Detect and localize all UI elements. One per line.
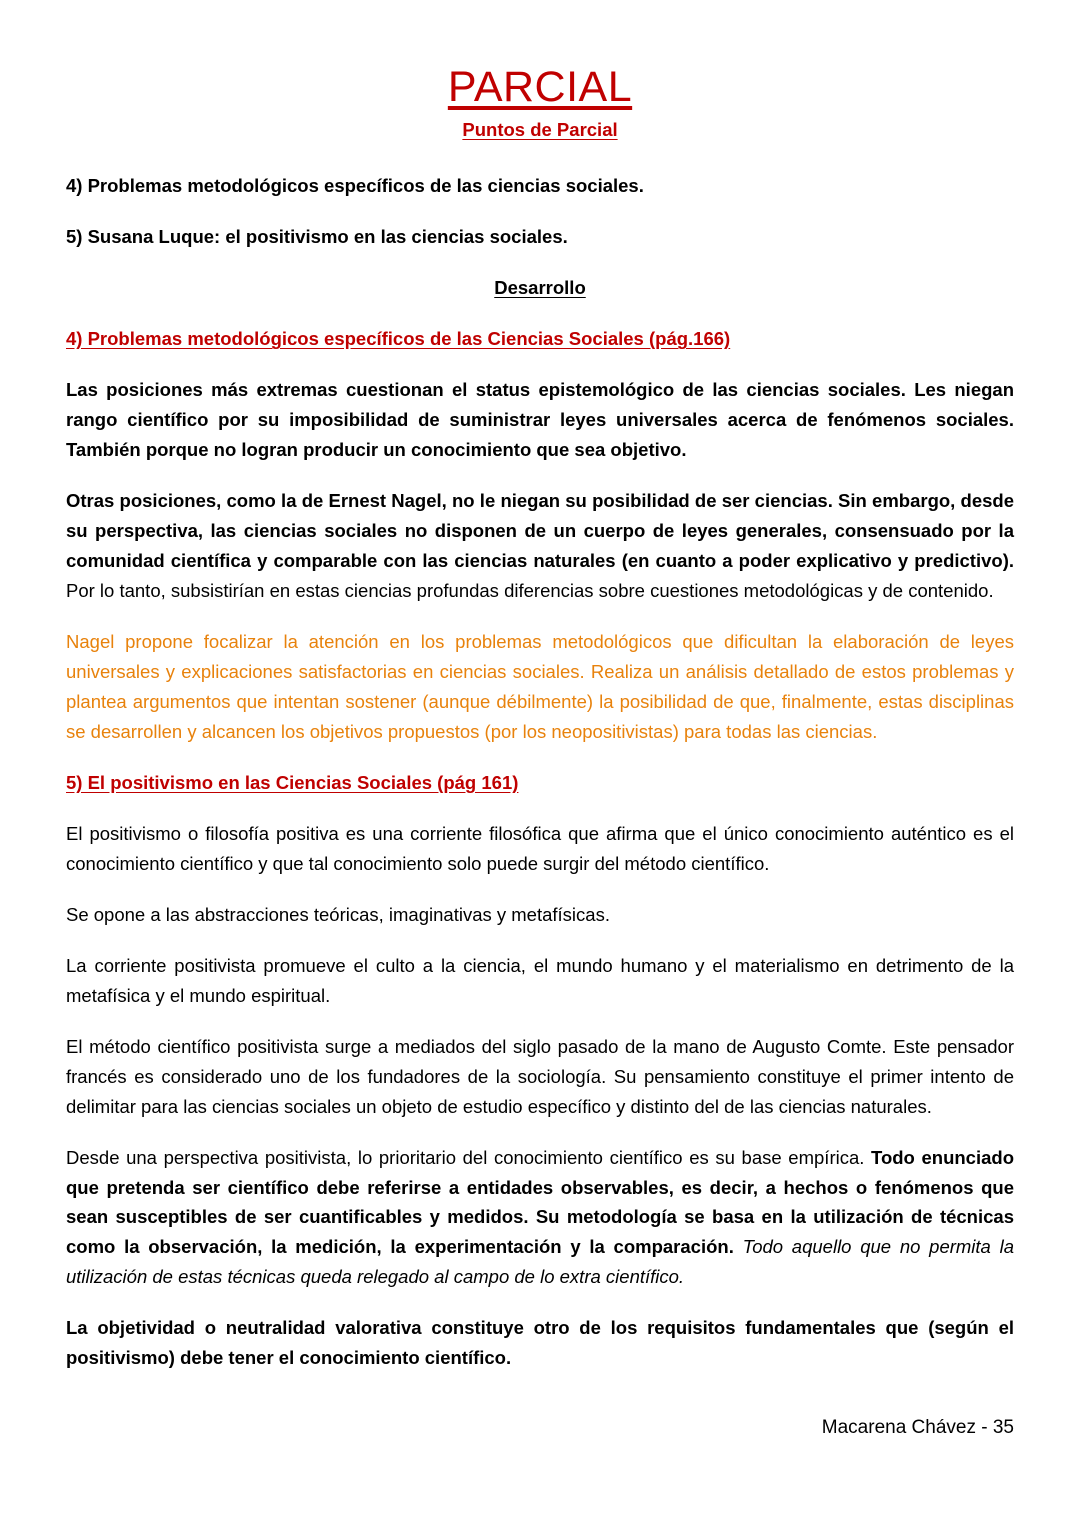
paragraph-4-1: Las posiciones más extremas cuestionan el status epistemológico de las ciencias sociales. Les niegan rango científico por su imposibilidad de suministrar leyes universales acerca de fenómenos sociales. También porque no logran producir un conocimiento que sea objetivo. bbox=[66, 379, 1014, 461]
paragraph-4-2 bbox=[66, 486, 1014, 606]
paragraph-5-5-start: Desde una perspectiva positivista, lo prioritario del conocimiento científico es su base empírica. bbox=[66, 1146, 872, 1168]
heading-text: Problemas metodológicos específicos de las Ciencias Sociales (pág.166) bbox=[82, 328, 731, 350]
page-subtitle: Puntos de Parcial bbox=[462, 119, 618, 141]
paragraph-5-5-bold: Todo enunciado que pretenda ser científico debe referirse a entidades observables, es decir, a hechos o fenómenos que sean susceptibles de ser cuantificables y medidos. Su metodología se basa en la utilización de técnicas como la observación, la medición, la experimentación y la comparación. bbox=[66, 1146, 1015, 1258]
section-label-desarrollo: Desarrollo bbox=[494, 277, 586, 299]
paragraph-5-6: La objetividad o neutralidad valorativa constituye otro de los requisitos fundamentales que (según el positivismo) debe tener el conocimiento científico. bbox=[66, 1317, 1014, 1369]
paragraph-5-2: Se opone a las abstracciones teóricas, imaginativas y metafísicas. bbox=[66, 903, 610, 925]
paragraph-5-1: El positivismo o filosofía positiva es una corriente filosófica que afirma que el único conocimiento auténtico es el conocimiento científico y que tal conocimiento solo puede surgir del método científico. bbox=[66, 822, 1014, 874]
heading-number: 4) bbox=[66, 328, 83, 350]
heading-number: 5) bbox=[66, 771, 83, 793]
paragraph-5-4: El método científico positivista surge a mediados del siglo pasado de la mano de Augusto Comte. Este pensador francés es considerado uno de los fundadores de la sociología. Su pensamiento constituye el primer intento de delimitar para las ciencias sociales un objeto de estudio específico y distinto del de las ciencias naturales. bbox=[66, 1035, 1014, 1117]
paragraph-5-5-italic: Todo aquello que no permita la utilización de estas técnicas queda relegado al campo de lo extra científico. bbox=[66, 1236, 1014, 1288]
heading-section-5 bbox=[66, 768, 1014, 798]
heading-section-4 bbox=[66, 324, 1014, 354]
paragraph-5-3: La corriente positivista promueve el culto a la ciencia, el mundo humano y el materialismo en detrimento de la metafísica y el mundo espiritual. bbox=[66, 954, 1014, 1006]
list-item: 4) Problemas metodológicos específicos de las ciencias sociales. bbox=[66, 175, 644, 197]
paragraph-4-3-orange: Nagel propone focalizar la atención en los problemas metodológicos que dificultan la elaboración de leyes universales y explicaciones satisfactorias en ciencias sociales. Realiza un análisis detallado de estos problemas y plantea argumentos que intentan sostener (aunque débilmente) la posibilidad de que, finalmente, estas disciplinas se desarrollen y alcancen los objetivos propuestos (por los neopositivistas) para todas las ciencias. bbox=[66, 630, 1014, 742]
paragraph-4-2-rest: Por lo tanto, subsistirían en estas ciencias profundas diferencias sobre cuestiones metodológicas y de contenido. bbox=[66, 579, 994, 601]
list-item: 5) Susana Luque: el positivismo en las ciencias sociales. bbox=[66, 226, 568, 248]
heading-text: El positivismo en las Ciencias Sociales (pág 161) bbox=[82, 771, 519, 793]
paragraph-5-5 bbox=[66, 1143, 1014, 1293]
page-footer: Macarena Chávez - 35 bbox=[821, 1417, 1014, 1439]
paragraph-4-2-bold: Otras posiciones, como la de Ernest Nagel, no le niegan su posibilidad de ser ciencias. Sin embargo, desde su perspectiva, las ciencias sociales no disponen de un cuerpo de leyes generales, consensuado por la comunidad científica y comparable con las ciencias naturales (en cuanto a poder explicativo y predictivo). bbox=[66, 490, 1014, 572]
page-title: PARCIAL bbox=[447, 63, 633, 111]
